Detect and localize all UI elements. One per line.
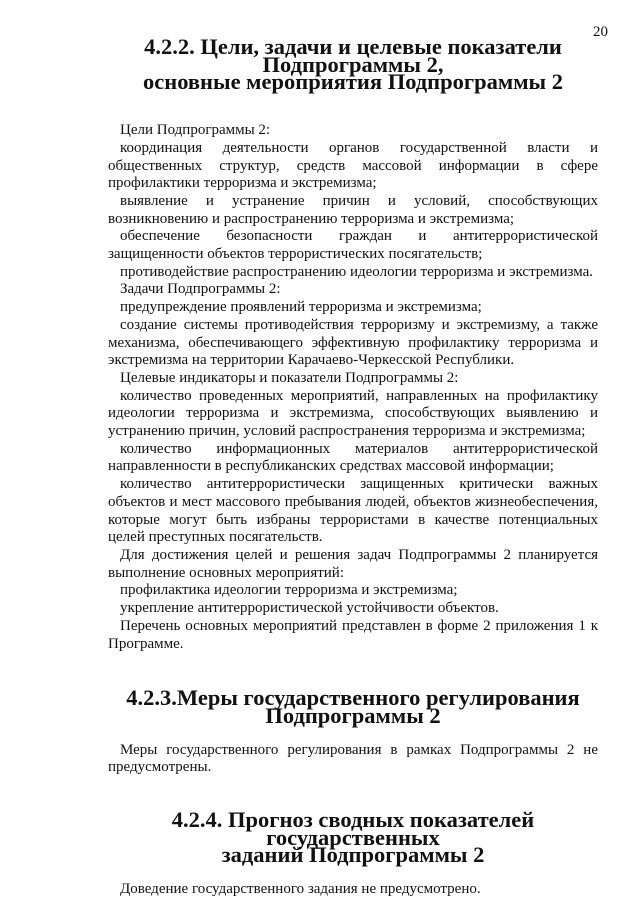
section-4-2-2-heading-line-2: основные мероприятия Подпрограммы 2 (143, 69, 563, 95)
indicators-label: Целевые индикаторы и показатели Подпрограммы 2: (120, 369, 459, 386)
section-4-2-2-heading (108, 34, 598, 95)
section-4-2-2-heading-line-1: 4.2.2. Цели, задачи и целевые показатели Подпрограммы 2, (144, 34, 562, 77)
goal-item: обеспечение безопасности граждан и антитеррористической защищенности объектов террористических посягательств; (108, 228, 598, 263)
section-4-2-4-heading-line-1: 4.2.4. Прогноз сводных показателей государственных (171, 807, 535, 850)
goals-label: Цели Подпрограммы 2: (120, 122, 271, 139)
page-number: 20 (593, 24, 608, 40)
goal-item: противодействие распространению идеологии терроризма и экстремизма. (120, 263, 593, 280)
indicator-item: количество проведенных мероприятий, направленных на профилактику идеологии терроризма и экстремизма, способствующих выявлению и устранению причин, условий распространения терроризма и экстремизма; (108, 387, 598, 440)
document-body (108, 34, 598, 899)
goal-item: координация деятельности органов государственной власти и общественных структур, средств массовой информации в сфере профилактики терроризма и экстремизма; (108, 139, 598, 192)
section-4-2-4-heading-line-2: заданий Подпрограммы 2 (221, 842, 485, 868)
indicator-item: количество антитеррористически защищенных критически важных объектов и мест массового пребывания людей, объектов жизнеобеспечения, которые могут быть избраны террористами в качестве потенциальных целей преступных посягательств. (108, 476, 598, 546)
task-item: создание системы противодействия терроризму и экстремизму, а также механизма, обеспечивающего эффективную профилактику терроризма и экстремизма на территории Карачаево-Черкесской Республики. (108, 316, 598, 369)
indicator-item: количество информационных материалов антитеррористической направленности в республиканских средствах массовой информации; (108, 440, 598, 475)
task-item: предупреждение проявлений терроризма и экстремизма; (120, 299, 482, 316)
section-4-2-3-text: Меры государственного регулирования в рамках Подпрограммы 2 не предусмотрены. (108, 741, 598, 776)
measure-item: укрепление антитеррористической устойчивости объектов. (120, 600, 499, 617)
measures-intro: Для достижения целей и решения задач Подпрограммы 2 планируется выполнение основных мероприятий: (108, 546, 598, 581)
section-4-2-4-text: Доведение государственного задания не предусмотрено. (120, 881, 481, 898)
section-4-2-4-heading (108, 807, 598, 868)
goal-item: выявление и устранение причин и условий, способствующих возникновению и распространению терроризма и экстремизма; (108, 192, 598, 227)
measures-reference: Перечень основных мероприятий представлен в форме 2 приложения 1 к Программе. (108, 617, 598, 652)
section-4-2-2-body (108, 122, 598, 653)
tasks-label: Задачи Подпрограммы 2: (120, 281, 281, 298)
section-4-2-3-heading: 4.2.3.Меры государственного регулирования Подпрограммы 2 (126, 685, 580, 728)
measure-item: профилактика идеологии терроризма и экстремизма; (120, 582, 458, 599)
